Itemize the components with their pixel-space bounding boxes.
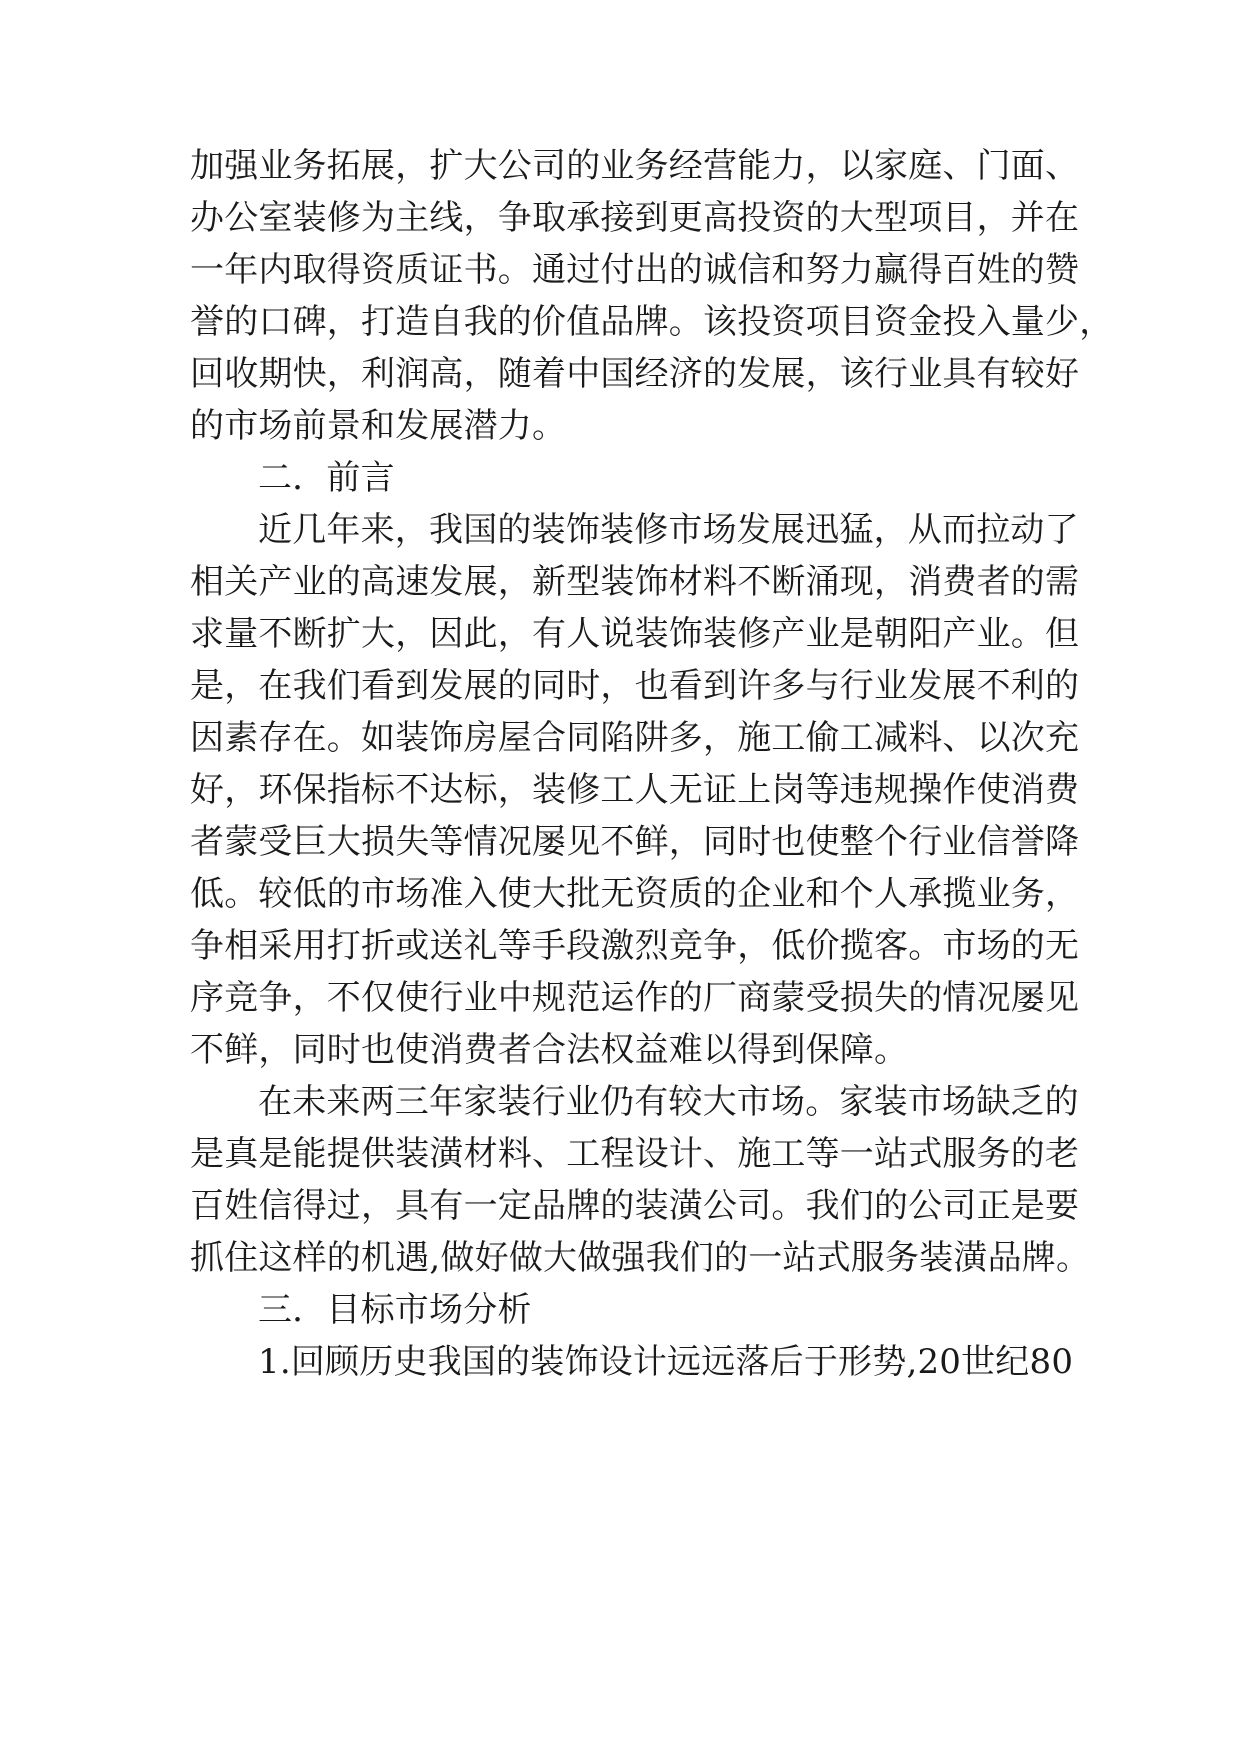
paragraph-line: 相关产业的高速发展，新型装饰材料不断涌现，消费者的需: [190, 562, 1080, 602]
paragraph-line: 百姓信得过，具有一定品牌的装潢公司。我们的公司正是要: [190, 1186, 1080, 1226]
paragraph-line: 加强业务拓展，扩大公司的业务经营能力，以家庭、门面、: [190, 146, 1080, 186]
paragraph-line: 因素存在。如装饰房屋合同陷阱多，施工偷工减料、以次充: [190, 718, 1080, 758]
paragraph-line: 不鲜，同时也使消费者合法权益难以得到保障。: [190, 1030, 909, 1070]
paragraph-line: 求量不断扩大，因此，有人说装饰装修产业是朝阳产业。但: [190, 614, 1080, 654]
paragraph-line: 是真是能提供装潢材料、工程设计、施工等一站式服务的老: [190, 1134, 1080, 1174]
paragraph-line: 一年内取得资质证书。通过付出的诚信和努力赢得百姓的赞: [190, 250, 1080, 290]
paragraph-line: 的市场前景和发展潜力。: [190, 406, 567, 446]
paragraph-line: 1.回顾历史我国的装饰设计远远落后于形势,20世纪80: [258, 1342, 1074, 1382]
paragraph-line: 抓住这样的机遇,做好做大做强我们的一站式服务装潢品牌。: [190, 1238, 1091, 1278]
paragraph-line: 近几年来，我国的装饰装修市场发展迅猛，从而拉动了: [258, 510, 1079, 550]
paragraph-line: 序竞争，不仅使行业中规范运作的厂商蒙受损失的情况屡见: [190, 978, 1080, 1018]
section-heading: 三．目标市场分析: [258, 1290, 532, 1330]
paragraph-line: 争相采用打折或送礼等手段激烈竞争，低价揽客。市场的无: [190, 926, 1080, 966]
paragraph-line: 回收期快，利润高，随着中国经济的发展，该行业具有较好: [190, 354, 1080, 394]
paragraph-line: 者蒙受巨大损失等情况屡见不鲜，同时也使整个行业信誉降: [190, 822, 1080, 862]
paragraph-line: 在未来两三年家装行业仍有较大市场。家装市场缺乏的: [258, 1082, 1079, 1122]
paragraph-line: 低。较低的市场准入使大批无资质的企业和个人承揽业务，: [190, 874, 1080, 914]
paragraph-line: 誉的口碑，打造自我的价值品牌。该投资项目资金投入量少，: [190, 302, 1114, 342]
paragraph-line: 办公室装修为主线，争取承接到更高投资的大型项目，并在: [190, 198, 1080, 238]
section-heading: 二．前言: [258, 458, 395, 498]
paragraph-line: 好，环保指标不达标，装修工人无证上岗等违规操作使消费: [190, 770, 1080, 810]
paragraph-line: 是，在我们看到发展的同时，也看到许多与行业发展不利的: [190, 666, 1080, 706]
